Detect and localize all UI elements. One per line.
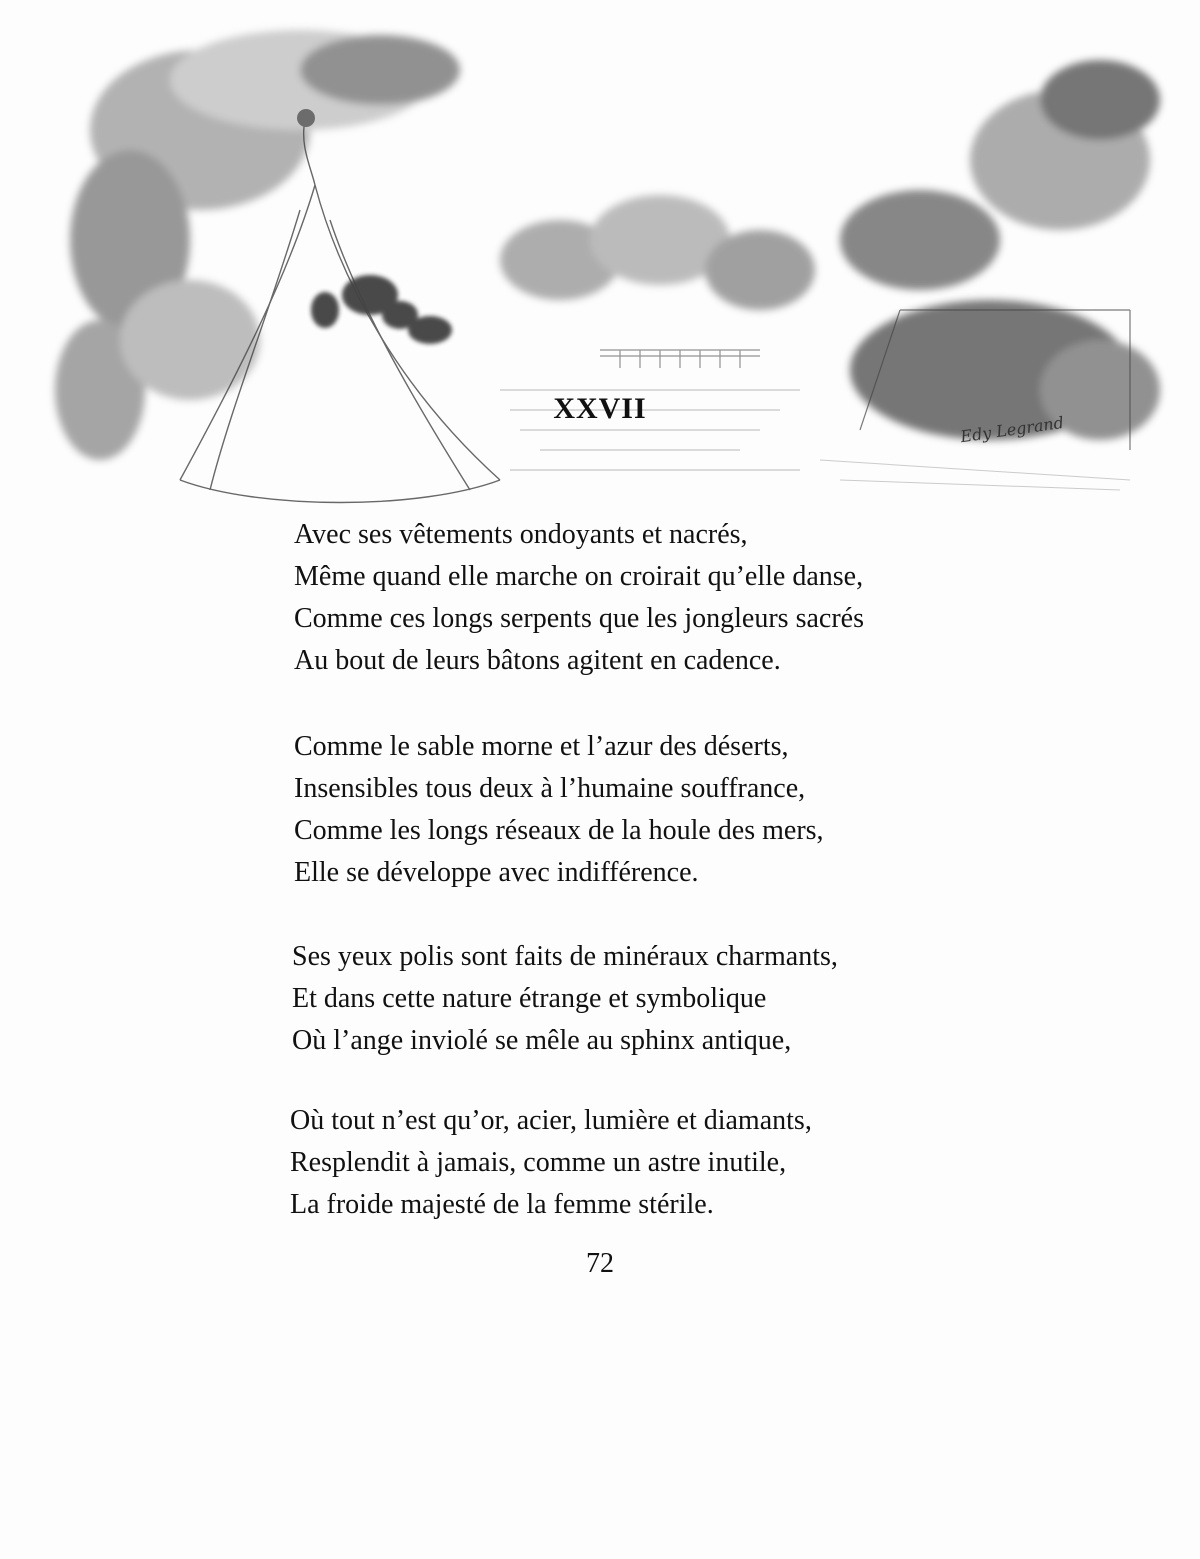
- page-number: 72: [586, 1248, 614, 1279]
- poem-line: La froide majesté de la femme stérile.: [290, 1189, 714, 1220]
- artist-signature: Edy Legrand: [959, 412, 1065, 447]
- poem-line: Comme les longs réseaux de la houle des mers,: [294, 815, 824, 846]
- poem-line: Au bout de leurs bâtons agitent en cadence.: [294, 645, 781, 676]
- poem-line: Insensibles tous deux à l’humaine souffrance,: [294, 773, 806, 804]
- chapter-numeral: XXVII: [553, 392, 647, 425]
- poem-line: Même quand elle marche on croirait qu’elle danse,: [294, 561, 864, 592]
- poem-line: Où tout n’est qu’or, acier, lumière et diamants,: [290, 1105, 812, 1136]
- poem-line: Et dans cette nature étrange et symbolique: [292, 983, 767, 1014]
- poem-line: Ses yeux polis sont faits de minéraux charmants,: [292, 941, 838, 972]
- poem-line: Elle se développe avec indifférence.: [294, 857, 699, 888]
- poem-line: Avec ses vêtements ondoyants et nacrés,: [294, 519, 748, 550]
- poem-line: Comme ces longs serpents que les jongleurs sacrés: [294, 603, 864, 634]
- poem-line: Où l’ange inviolé se mêle au sphinx antique,: [292, 1025, 792, 1056]
- poem-line: Resplendit à jamais, comme un astre inutile,: [290, 1147, 787, 1178]
- header-illustration: [40, 10, 1170, 530]
- poem-line: Comme le sable morne et l’azur des déserts,: [294, 731, 789, 762]
